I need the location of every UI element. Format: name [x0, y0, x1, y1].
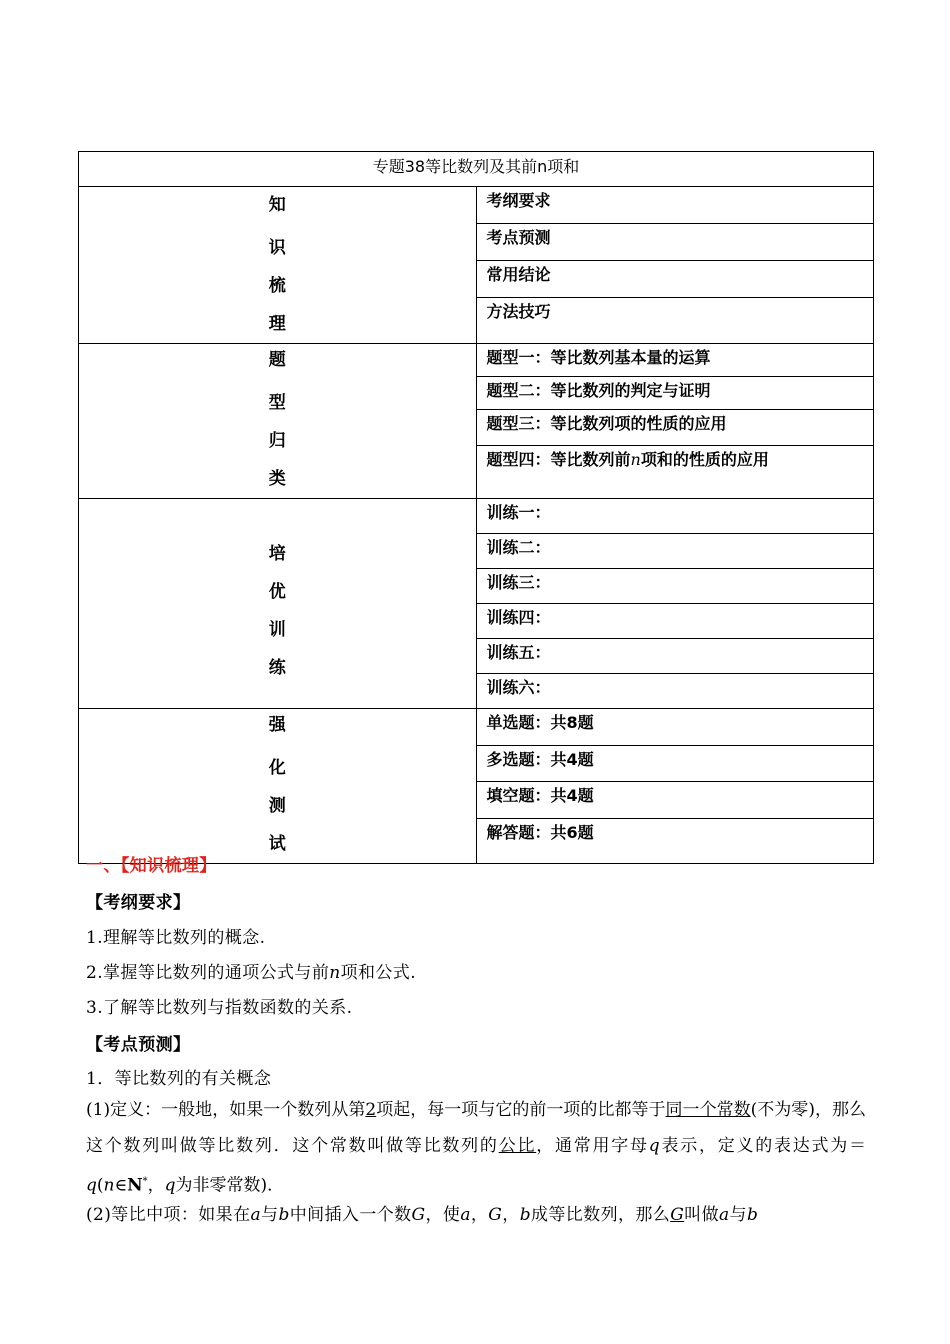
- category-char: 化: [268, 758, 286, 778]
- outline-item[interactable]: 单选题：共8题: [476, 709, 874, 746]
- category-char: 梳: [268, 276, 286, 296]
- category-char: 训: [268, 620, 286, 640]
- underlined: 同一个常数: [665, 1100, 751, 1120]
- underlined: 2: [365, 1100, 377, 1120]
- outline-item[interactable]: 方法技巧: [476, 298, 874, 344]
- var-q: q: [648, 1136, 660, 1156]
- text: (2)等比中项：如果在: [86, 1205, 251, 1225]
- outline-item[interactable]: 训练三：: [476, 569, 874, 604]
- var-a: a: [460, 1205, 471, 1225]
- var-a: a: [718, 1205, 730, 1225]
- item-text: 题型四：等比数列前: [486, 450, 631, 470]
- requirement-2: [86, 958, 416, 983]
- text: 叫做: [684, 1205, 719, 1225]
- category-char: 强: [268, 715, 286, 735]
- category-char: 识: [268, 238, 286, 258]
- var-a: a: [250, 1205, 262, 1225]
- outline-item[interactable]: 填空题：共4题: [476, 782, 874, 819]
- category-char: 类: [268, 469, 286, 489]
- category-char: 型: [268, 393, 286, 413]
- outline-item[interactable]: 题型三：等比数列项的性质的应用: [476, 410, 874, 446]
- text: ，: [502, 1205, 520, 1225]
- category-char: 测: [268, 796, 286, 816]
- text: (不为零)，那么这个数列叫做等比数列．这个常数叫做等比数列的: [86, 1100, 867, 1156]
- outline-item[interactable]: 考点预测: [476, 224, 874, 261]
- var-q: q: [86, 1175, 97, 1196]
- item-text: 项和的性质的应用: [640, 450, 769, 470]
- category-char: 知: [268, 195, 286, 215]
- category-char: 培: [268, 544, 286, 564]
- outline-item[interactable]: 训练二：: [476, 534, 874, 569]
- outline-item[interactable]: 训练一：: [476, 499, 874, 534]
- category-training: [79, 499, 477, 709]
- var-b: b: [278, 1205, 290, 1225]
- superscript: *: [142, 1176, 148, 1187]
- category-char: 归: [268, 431, 286, 451]
- outline-item[interactable]: 训练四：: [476, 604, 874, 639]
- outline-item[interactable]: 常用结论: [476, 261, 874, 298]
- subsection-heading: 【考纲要求】: [86, 893, 191, 913]
- text: 表示，定义的表达式为＝: [659, 1136, 867, 1156]
- var-n: n: [329, 963, 341, 983]
- category-knowledge: [79, 187, 477, 344]
- var-n: n: [103, 1175, 115, 1196]
- definition-paragraph: [86, 1092, 866, 1204]
- underlined: 公比: [498, 1136, 537, 1156]
- text: 为非零常数)．: [175, 1175, 285, 1196]
- item-var: n: [630, 450, 641, 470]
- outline-item[interactable]: 多选题：共4题: [476, 745, 874, 782]
- outline-title: 专题38等比数列及其前n项和: [79, 152, 874, 187]
- outline-item[interactable]: 解答题：共6题: [476, 818, 874, 863]
- text: 成等比数列，那么: [530, 1205, 671, 1225]
- var-G: G: [411, 1205, 426, 1225]
- outline-item[interactable]: 考纲要求: [476, 187, 874, 224]
- text: ，: [147, 1175, 165, 1196]
- var-q: q: [164, 1175, 176, 1196]
- category-char: 优: [268, 582, 286, 602]
- var-b: b: [519, 1205, 531, 1225]
- var-G: G: [670, 1205, 685, 1225]
- text: 与: [729, 1205, 747, 1225]
- outline-table: [78, 151, 874, 864]
- set-N: N: [127, 1175, 143, 1196]
- category-char: 练: [268, 658, 286, 678]
- outline-item[interactable]: 题型一：等比数列基本量的运算: [476, 344, 874, 377]
- text: ，使: [425, 1205, 461, 1225]
- category-char: 题: [268, 350, 286, 370]
- text: 项起，每一项与它的前一项的比都等于: [376, 1100, 666, 1120]
- outline-item[interactable]: 题型二：等比数列的判定与证明: [476, 377, 874, 410]
- prediction-1: 1．等比数列的有关概念: [86, 1069, 272, 1089]
- text: 项和公式.: [340, 963, 416, 983]
- category-char: 理: [268, 314, 286, 334]
- requirement-3: 3.了解等比数列与指数函数的关系.: [86, 998, 353, 1018]
- var-G: G: [488, 1205, 503, 1225]
- text: ，通常用字母: [536, 1136, 649, 1156]
- var-b: b: [746, 1205, 759, 1225]
- outline-item[interactable]: 训练六：: [476, 674, 874, 709]
- text: (: [96, 1175, 104, 1196]
- text: ∈: [114, 1175, 128, 1196]
- text: 中间插入一个数: [289, 1205, 412, 1225]
- category-char: 试: [268, 834, 286, 854]
- text: 与: [261, 1205, 279, 1225]
- category-test: [79, 709, 477, 864]
- outline-item[interactable]: 训练五：: [476, 639, 874, 674]
- section-heading: 一、【知识梳理】: [86, 856, 217, 876]
- subsection-heading: 【考点预测】: [86, 1035, 191, 1055]
- category-question-types: [79, 344, 477, 499]
- text: ，: [470, 1205, 489, 1225]
- outline-item[interactable]: [476, 446, 874, 499]
- geometric-mean-paragraph: [86, 1200, 758, 1225]
- text: (1)定义：一般地，如果一个数列从第: [86, 1100, 366, 1120]
- text: 2.掌握等比数列的通项公式与前: [86, 963, 330, 983]
- requirement-1: 1.理解等比数列的概念.: [86, 928, 266, 948]
